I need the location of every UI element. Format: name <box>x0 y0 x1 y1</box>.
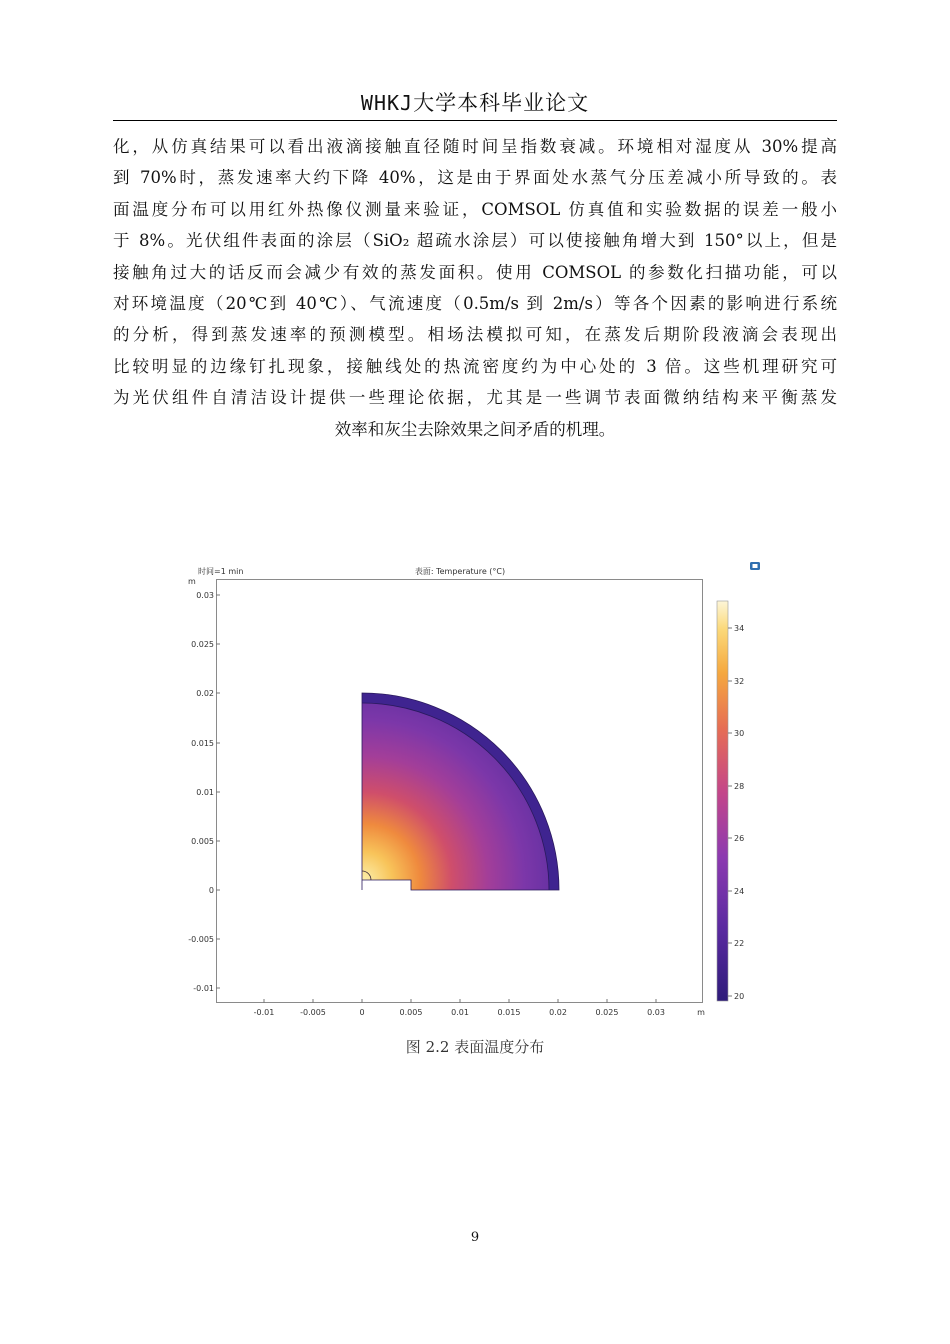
paragraph-line: 对环境温度（20℃到 40℃）、气流速度（0.5m/s 到 2m/s）等各个因素的影响进行系统 <box>113 293 837 313</box>
paragraph-line: 到 70%时，蒸发速率大约下降 40%，这是由于界面处水蒸气分压差减小所导致的。表 <box>113 168 837 188</box>
colorbar <box>717 601 744 1001</box>
colorbar-tick-label: 20 <box>734 992 745 1001</box>
header-prefix: WHKJ <box>360 91 414 115</box>
colorbar-tick-label: 32 <box>734 677 745 686</box>
paragraph-line: 为光伏组件自清洁设计提供一些理论依据，尤其是一些调节表面微纳结构来平衡蒸发 <box>113 388 837 408</box>
y-tick-label: 0.02 <box>196 689 214 698</box>
y-tick-label: 0.025 <box>191 640 214 649</box>
x-tick-label: 0.015 <box>497 1008 521 1017</box>
x-tick-label: -0.005 <box>300 1008 326 1017</box>
paragraph-line: 于 8%。光伏组件表面的涂层（SiO₂ 超疏水涂层）可以使接触角增大到 150°以上，但是 <box>113 231 837 251</box>
y-tick-label: 0.005 <box>191 837 214 846</box>
figure-caption: 图 2.2 表面温度分布 <box>405 1038 545 1056</box>
colorbar-tick-label: 26 <box>734 834 745 843</box>
paragraph-line: 接触角过大的话反而会减少有效的蒸发面积。使用 COMSOL 的参数化扫描功能，可以 <box>113 262 837 282</box>
y-tick-label: 0.01 <box>196 788 214 797</box>
x-tick-label: 0.01 <box>451 1008 469 1017</box>
plot-title: 表面: Temperature (°C) <box>414 567 506 576</box>
paragraph-line: 的分析，得到蒸发速率的预测模型。相场法模拟可知，在蒸发后期阶段液滴会表现出 <box>113 325 837 345</box>
y-axis <box>188 591 220 993</box>
x-tick-label: 0.02 <box>549 1008 567 1017</box>
colorbar-tick-label: 24 <box>734 887 745 896</box>
running-header <box>113 88 837 118</box>
body-paragraph <box>113 131 837 445</box>
paragraph-line: 化，从仿真结果可以看出液滴接触直径随时间呈指数衰减。环境相对湿度从 30%提高 <box>113 137 837 156</box>
x-tick-label: 0.005 <box>399 1008 423 1017</box>
comsol-plot <box>188 553 768 1028</box>
time-label: 时间=1 min <box>198 567 244 576</box>
paragraph-line: 效率和灰尘去除效果之间矛盾的机理。 <box>334 419 616 439</box>
header-title: 大学本科毕业论文 <box>413 91 590 115</box>
colorbar-tick-label: 34 <box>734 624 745 633</box>
paragraph-line: 比较明显的边缘钉扎现象，接触线处的热流密度约为中心处的 3 倍。这些机理研究可 <box>113 356 837 376</box>
header-rule <box>113 120 837 121</box>
y-tick-label: 0.03 <box>196 591 214 600</box>
colorbar-tick-label: 30 <box>734 729 745 738</box>
x-unit-label: m <box>697 1008 705 1017</box>
page-number: 9 <box>470 1230 480 1245</box>
y-tick-label: 0 <box>208 886 214 895</box>
x-tick-label: 0 <box>359 1008 365 1017</box>
export-icon[interactable] <box>750 562 760 570</box>
x-tick-label: 0.03 <box>647 1008 665 1017</box>
y-tick-label: -0.005 <box>188 935 214 944</box>
temperature-figure <box>188 553 768 1032</box>
paragraph-line: 面温度分布可以用红外热像仪测量来验证，COMSOL 仿真值和实验数据的误差一般小 <box>113 199 837 219</box>
x-tick-label: 0.025 <box>595 1008 619 1017</box>
colorbar-tick-label: 28 <box>734 782 745 791</box>
y-tick-label: -0.01 <box>193 984 214 993</box>
y-unit-label: m <box>188 577 196 586</box>
y-tick-label: 0.015 <box>191 739 214 748</box>
colorbar-tick-label: 22 <box>734 939 745 948</box>
x-tick-label: -0.01 <box>253 1008 275 1017</box>
